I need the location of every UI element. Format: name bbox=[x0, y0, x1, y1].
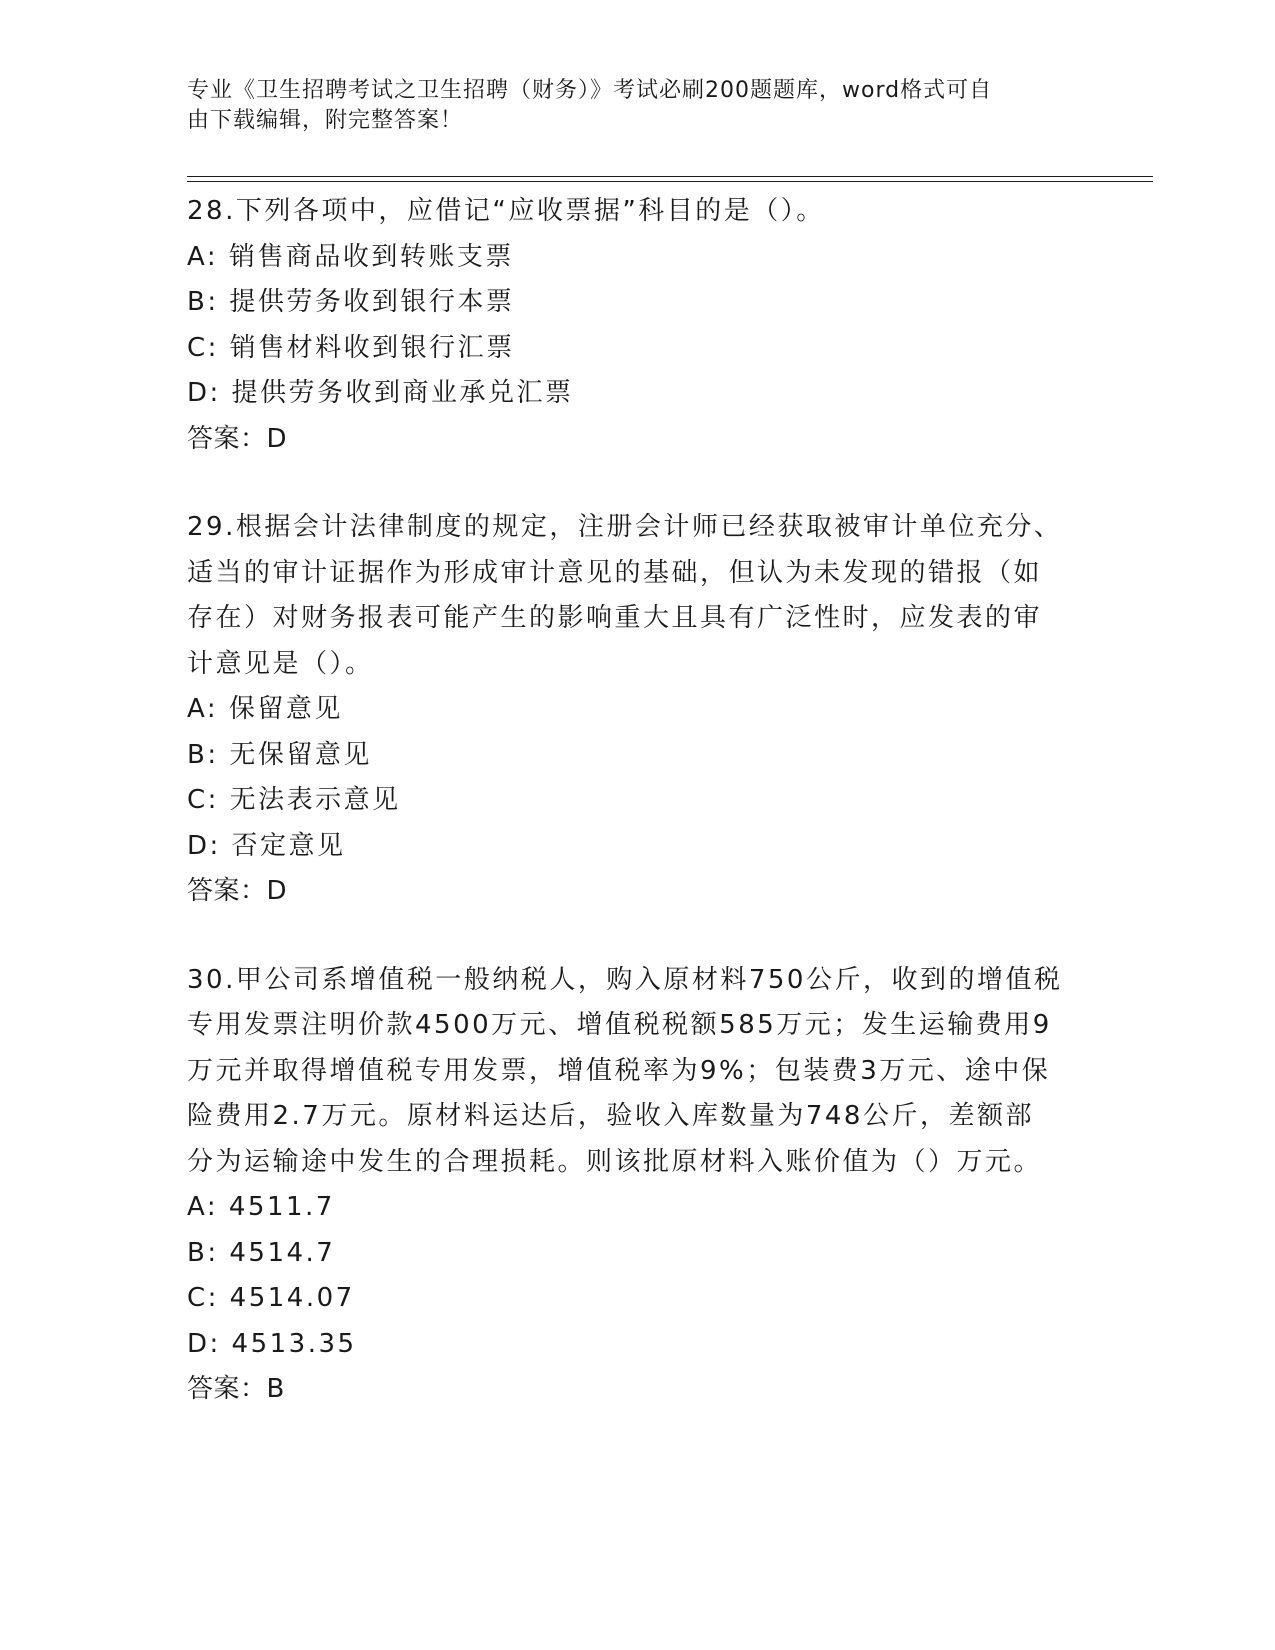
header-line-2: 由下载编辑，附完整答案！ bbox=[187, 108, 464, 133]
option-b: B: 无保留意见 bbox=[187, 739, 372, 770]
question-stem-line: 分为运输途中发生的合理损耗。则该批原材料入账价值为（）万元。 bbox=[187, 1146, 1043, 1177]
option-b: B: 提供劳务收到银行本票 bbox=[187, 287, 515, 317]
question-stem-line: 29.根据会计法律制度的规定，注册会计师已经获取被审计单位充分、 bbox=[187, 512, 1063, 542]
option-d: D: 提供劳务收到商业承兑汇票 bbox=[187, 378, 574, 408]
option-a: A: 保留意见 bbox=[187, 694, 343, 724]
option-d: D: 否定意见 bbox=[187, 830, 346, 861]
question-30 bbox=[187, 958, 1067, 1413]
question-list bbox=[187, 189, 1067, 1456]
answer: 答案：D bbox=[187, 423, 288, 454]
option-b: B: 4514.7 bbox=[187, 1237, 336, 1268]
answer: 答案：B bbox=[187, 1374, 285, 1404]
document-header bbox=[187, 76, 1067, 136]
option-a: A: 销售商品收到转账支票 bbox=[187, 241, 514, 272]
question-29 bbox=[187, 505, 1067, 915]
header-divider-top bbox=[187, 176, 1153, 177]
question-28 bbox=[187, 189, 1067, 462]
header-divider-bottom bbox=[187, 181, 1153, 182]
option-c: C: 销售材料收到银行汇票 bbox=[187, 332, 515, 363]
question-stem-line: 28.下列各项中，应借记“应收票据”科目的是（）。 bbox=[187, 196, 825, 226]
question-stem-line: 计意见是（）。 bbox=[187, 648, 374, 679]
question-stem-line: 险费用2.7万元。原材料运达后，验收入库数量为748公斤，差额部 bbox=[187, 1101, 1034, 1131]
question-stem-line: 适当的审计证据作为形成审计意见的基础，但认为未发现的错报（如 bbox=[187, 557, 1043, 588]
answer: 答案：D bbox=[187, 876, 288, 906]
question-stem-line: 存在）对财务报表可能产生的影响重大且具有广泛性时，应发表的审 bbox=[187, 603, 1043, 633]
header-line-1: 专业《卫生招聘考试之卫生招聘（财务）》考试必刷200题题库，word格式可自 bbox=[187, 78, 993, 103]
option-c: C: 无法表示意见 bbox=[187, 785, 401, 815]
question-stem-line: 30.甲公司系增值税一般纳税人，购入原材料750公斤，收到的增值税 bbox=[187, 964, 1063, 995]
option-a: A: 4511.7 bbox=[187, 1192, 335, 1222]
question-stem-line: 专用发票注明价款4500万元、增值税税额585万元；发生运输费用9 bbox=[187, 1010, 1052, 1040]
question-stem-line: 万元并取得增值税专用发票，增值税率为9%；包装费3万元、途中保 bbox=[187, 1055, 1051, 1086]
option-c: C: 4514.07 bbox=[187, 1283, 355, 1313]
option-d: D: 4513.35 bbox=[187, 1328, 357, 1359]
